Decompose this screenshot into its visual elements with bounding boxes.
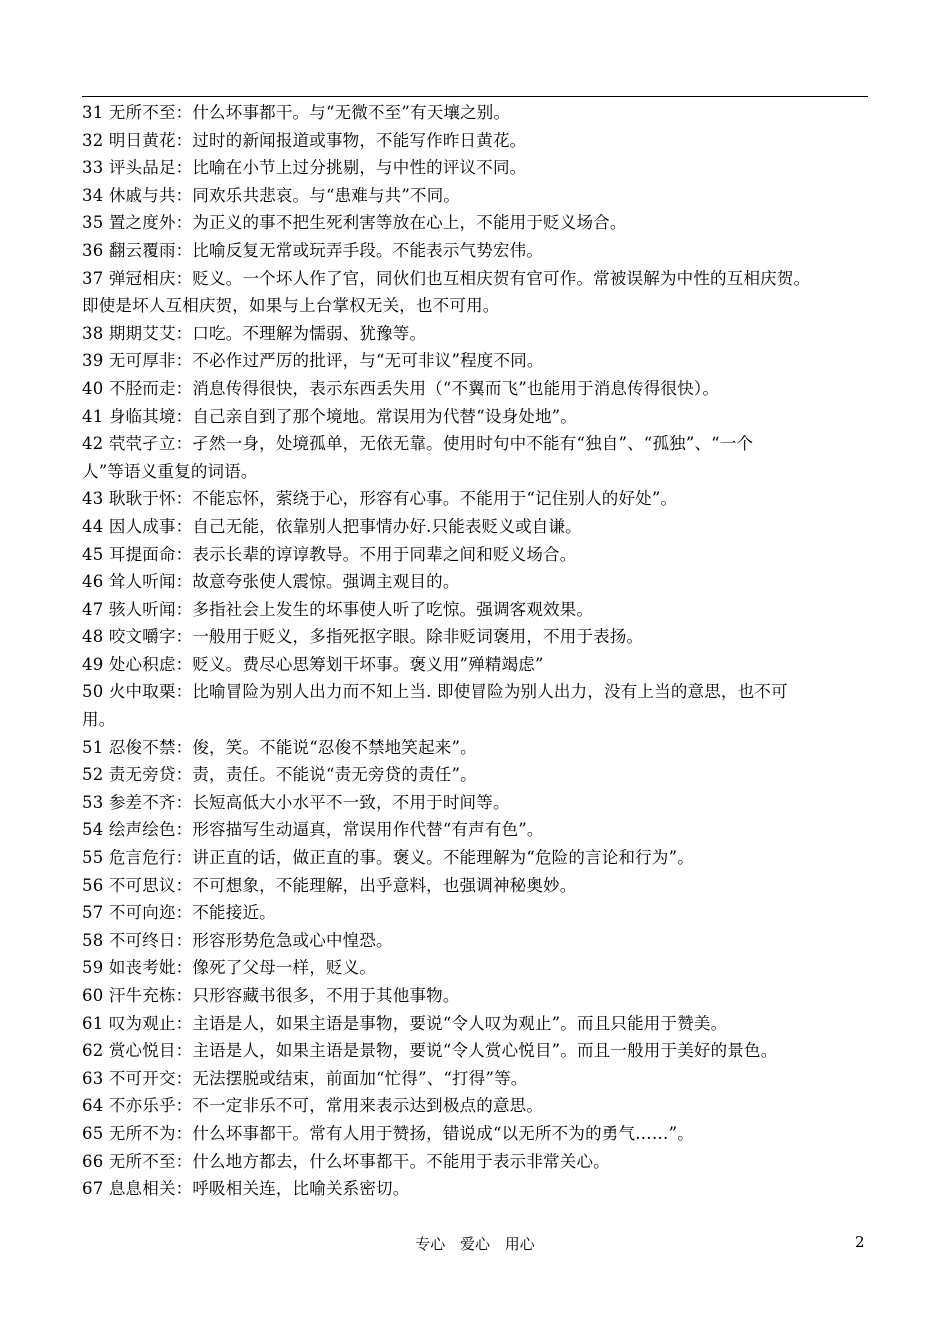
document-body	[82, 99, 882, 1203]
text-line: 56 不可思议：不可想象，不能理解，出乎意料，也强调神秘奥妙。	[82, 875, 577, 895]
text-line: 40 不胫而走：消息传得很快，表示东西丢失用（“不翼而飞”也能用于消息传得很快）。	[82, 378, 720, 398]
text-line: 47 骇人听闻：多指社会上发生的坏事使人听了吃惊。强调客观效果。	[82, 599, 594, 619]
footer-motto: 专心 爱心 用心	[415, 1235, 535, 1253]
text-line: 66 无所不至：什么地方都去，什么坏事都干。不能用于表示非常关心。	[82, 1151, 610, 1171]
text-line: 32 明日黄花：过时的新闻报道或事物，不能写作昨日黄花。	[82, 130, 527, 150]
text-line: 55 危言危行：讲正直的话，做正直的事。褒义。不能理解为“危险的言论和行为”。	[82, 848, 694, 868]
text-line: 用。	[82, 710, 116, 730]
text-line: 62 赏心悦目：主语是人，如果主语是景物，要说“令人赏心悦目”。而且一般用于美好的景色。	[82, 1041, 778, 1061]
text-line: 45 耳提面命：表示长辈的谆谆教导。不用于同辈之间和贬义场合。	[82, 544, 577, 564]
text-line: 38 期期艾艾：口吃。不理解为懦弱、犹豫等。	[82, 323, 427, 343]
text-line: 35 置之度外：为正义的事不把生死利害等放在心上，不能用于贬义场合。	[82, 213, 627, 233]
text-line: 54 绘声绘色：形容描写生动逼真，常误用作代替“有声有色”。	[82, 820, 544, 840]
text-line: 34 休戚与共：同欢乐共悲哀。与“患难与共”不同。	[82, 185, 461, 205]
text-line: 58 不可终日：形容形势危急或心中惶恐。	[82, 930, 393, 950]
text-line: 即使是坏人互相庆贺，如果与上台掌权无关，也不可用。	[82, 296, 500, 316]
text-line: 42 茕茕孑立：孑然一身，处境孤单，无依无靠。使用时句中不能有“独自”、“孤独”、“一个	[82, 434, 754, 454]
text-line: 33 评头品足：比喻在小节上过分挑剔，与中性的评议不同。	[82, 158, 527, 178]
text-line: 人”等语义重复的词语。	[82, 461, 258, 481]
text-line: 59 如丧考妣：像死了父母一样，贬义。	[82, 958, 377, 978]
text-line: 67 息息相关：呼吸相关连，比喻关系密切。	[82, 1179, 410, 1199]
text-line: 43 耿耿于怀：不能忘怀，萦绕于心，形容有心事。不能用于“记住别人的好处”。	[82, 489, 678, 509]
text-line: 64 不亦乐乎：不一定非乐不可，常用来表示达到极点的意思。	[82, 1096, 544, 1116]
header-rule	[82, 96, 868, 97]
text-line: 39 无可厚非：不必作过严厉的批评，与“无可非议”程度不同。	[82, 351, 544, 371]
text-line: 49 处心积虑：贬义。费尽心思筹划干坏事。褒义用”殚精竭虑”	[82, 654, 544, 674]
text-line: 41 身临其境：自己亲自到了那个境地。常误用为代替“设身处地”。	[82, 406, 578, 426]
text-line: 65 无所不为：什么坏事都干。常有人用于赞扬，错说成“以无所不为的勇气……”。	[82, 1123, 694, 1143]
text-line: 53 参差不齐：长短高低大小水平不一致，不用于时间等。	[82, 792, 510, 812]
text-line: 44 因人成事：自己无能，依靠别人把事情办好.只能表贬义或自谦。	[82, 516, 582, 536]
text-line: 46 耸人听闻：故意夸张使人震惊。强调主观目的。	[82, 572, 460, 592]
text-line: 52 责无旁贷：责，责任。不能说“责无旁贷的责任”。	[82, 765, 477, 785]
text-line: 37 弹冠相庆：贬义。一个坏人作了官，同伙们也互相庆贺有官可作。常被误解为中性的互相庆贺。	[82, 268, 811, 288]
text-line: 31 无所不至：什么坏事都干。与“无微不至”有天壤之别。	[82, 103, 511, 122]
text-line: 57 不可向迩：不能接近。	[82, 903, 276, 923]
text-line: 63 不可开交：无法摆脱或结束，前面加“忙得”、“打得”等。	[82, 1068, 528, 1088]
text-line: 60 汗牛充栋：只形容藏书很多，不用于其他事物。	[82, 986, 460, 1005]
text-line: 50 火中取栗：比喻冒险为别人出力而不知上当. 即使冒险为别人出力，没有上当的意思，也不可	[82, 682, 788, 702]
page-number: 2	[855, 1233, 865, 1251]
text-line: 61 叹为观止：主语是人，如果主语是事物，要说“令人叹为观止”。而且只能用于赞美。	[82, 1013, 728, 1033]
text-line: 51 忍俊不禁：俊，笑。不能说“忍俊不禁地笑起来”。	[82, 737, 477, 757]
text-line: 36 翻云覆雨：比喻反复无常或玩弄手段。不能表示气势宏伟。	[82, 240, 544, 260]
text-line: 48 咬文嚼字：一般用于贬义，多指死抠字眼。除非贬词褒用，不用于表扬。	[82, 627, 644, 647]
